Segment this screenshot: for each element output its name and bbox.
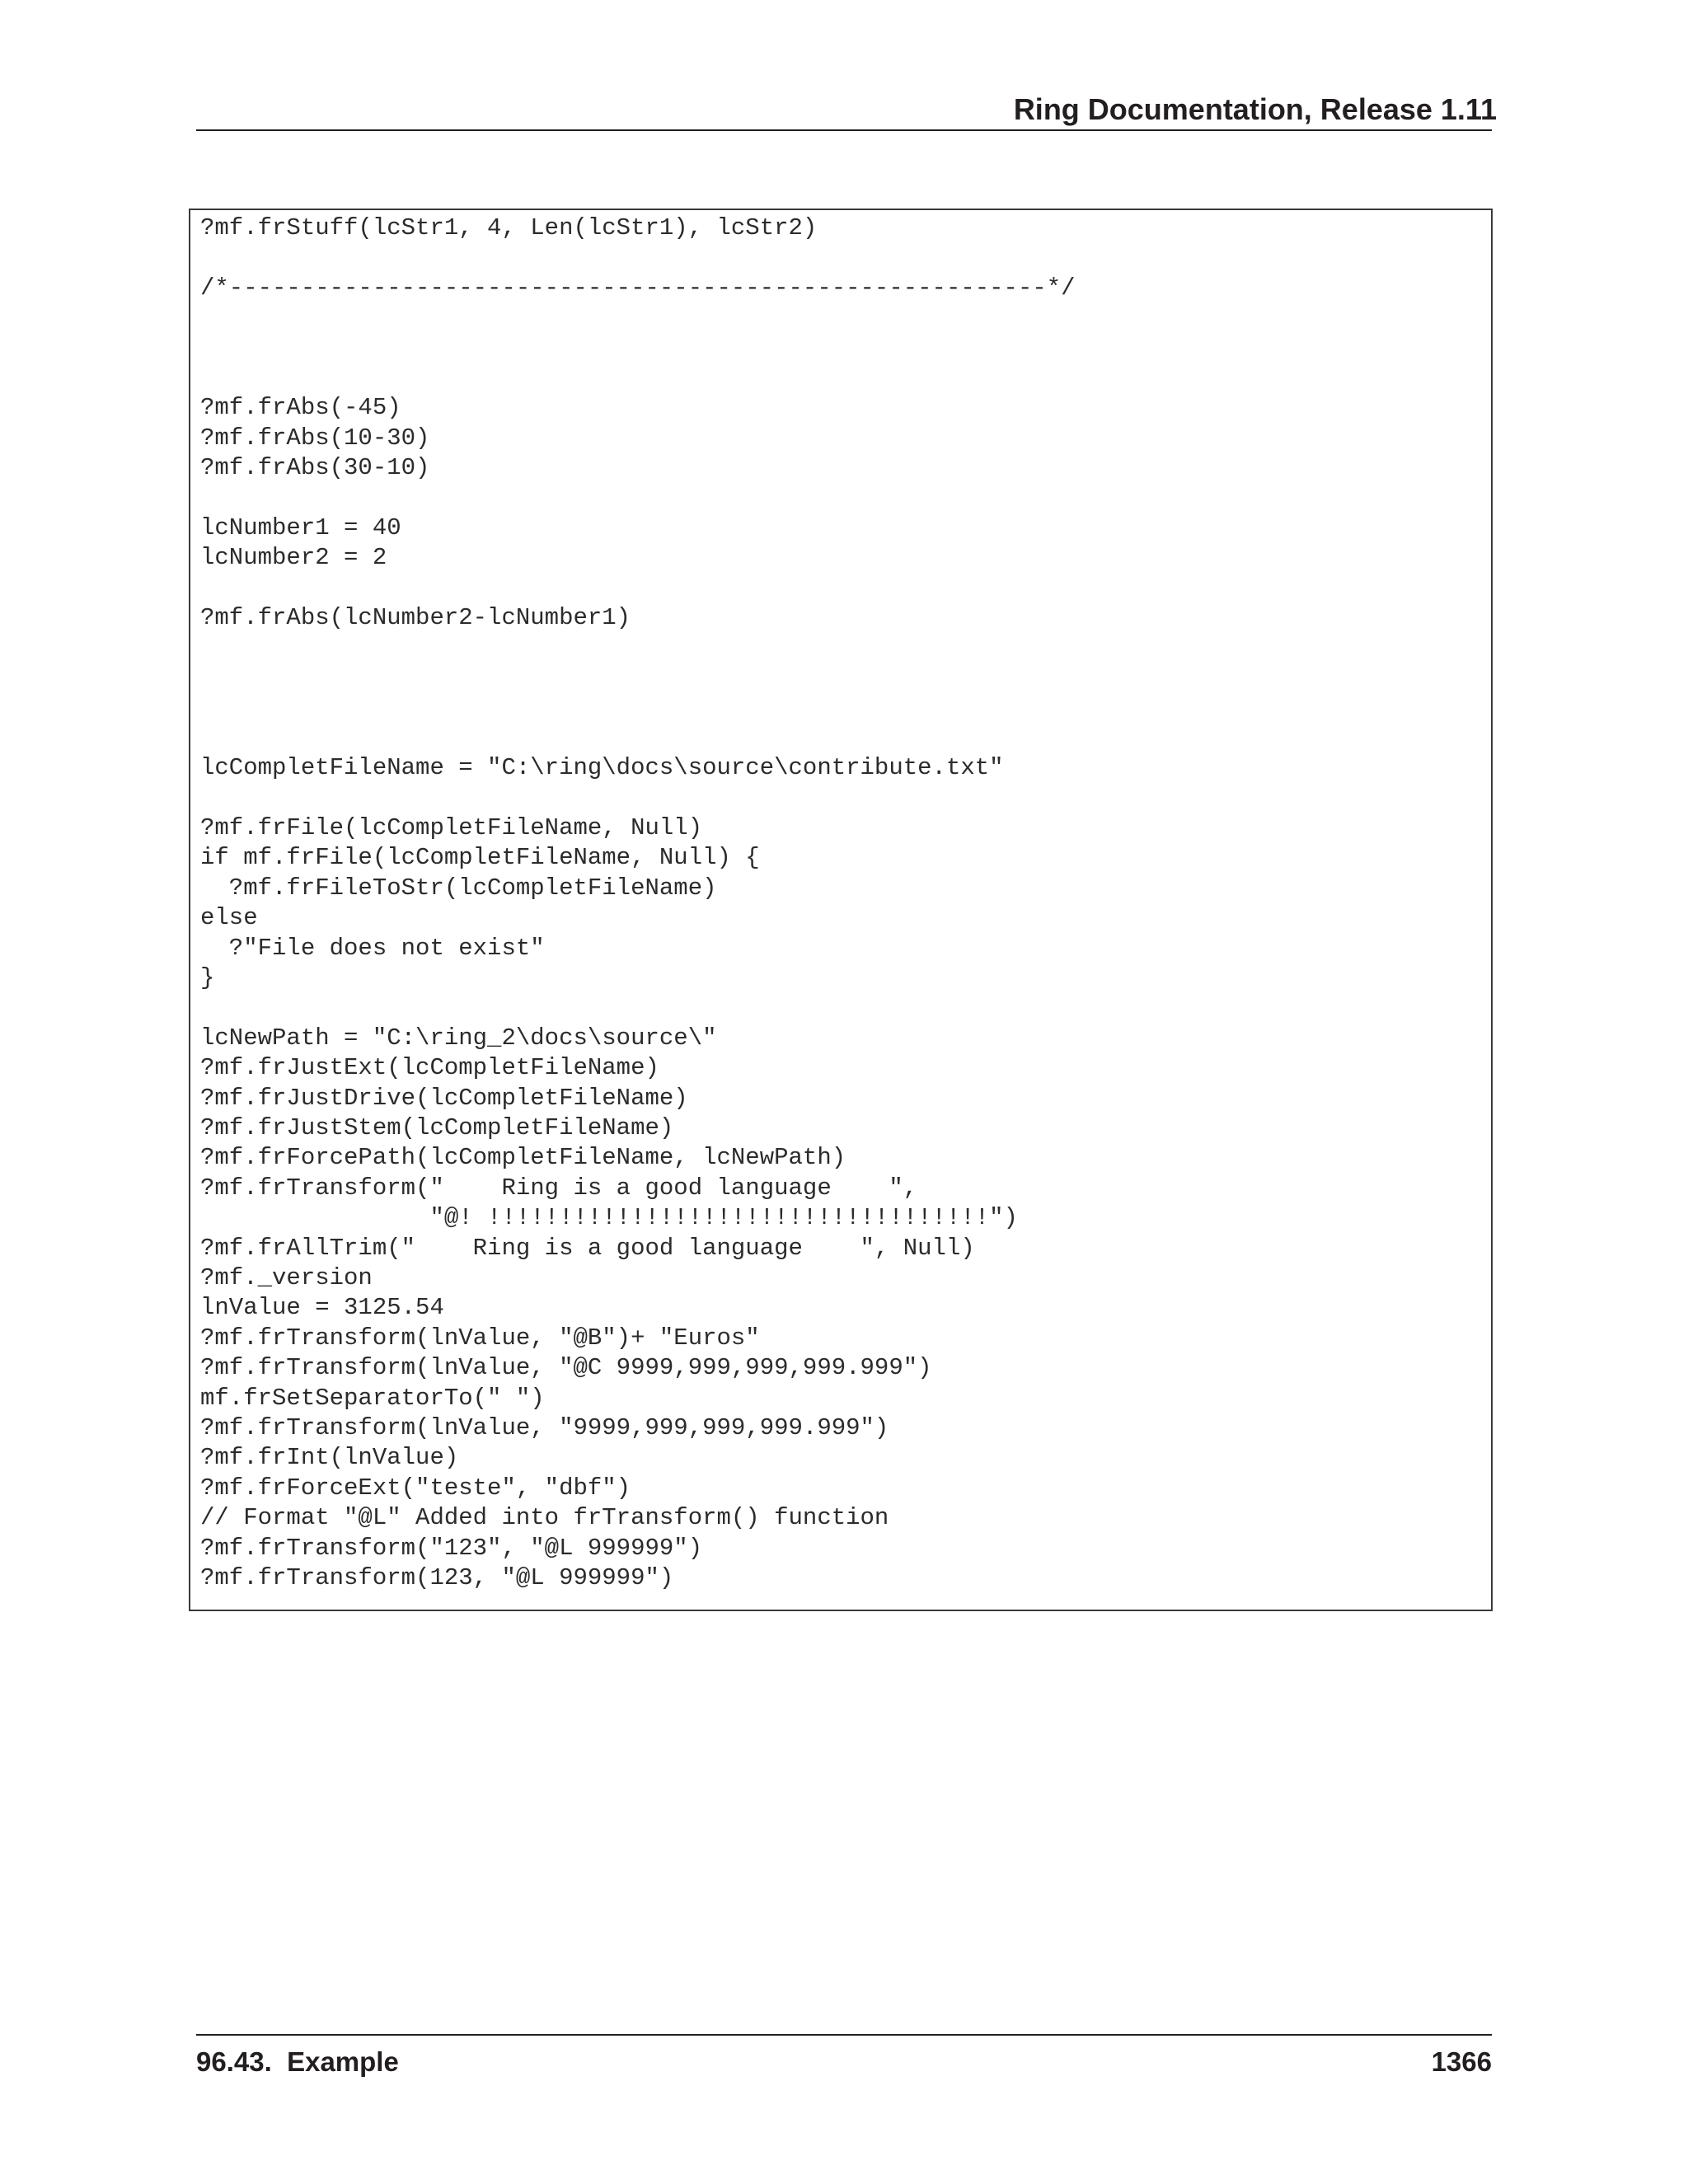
code-line: ?mf.frForcePath(lcCompletFileName, lcNewPath) bbox=[200, 1144, 846, 1172]
code-line: ?mf.frTransform(lnValue, "@C 9999,999,999,999.999") bbox=[200, 1354, 932, 1382]
code-line: ?mf.frStuff(lcStr1, 4, Len(lcStr1), lcStr2) bbox=[200, 214, 818, 241]
code-line: "@! !!!!!!!!!!!!!!!!!!!!!!!!!!!!!!!!!!!") bbox=[200, 1204, 1018, 1232]
code-line: ?mf.frInt(lnValue) bbox=[200, 1444, 459, 1472]
code-line: lcCompletFileName = "C:\ring\docs\source\contribute.txt" bbox=[200, 754, 1004, 782]
code-line: ?mf.frTransform(lnValue, "9999,999,999,999.999") bbox=[200, 1414, 889, 1441]
code-line: ?mf.frJustStem(lcCompletFileName) bbox=[200, 1114, 674, 1141]
code-line: else bbox=[200, 904, 258, 932]
code-line: ?mf.frFileToStr(lcCompletFileName) bbox=[200, 874, 717, 902]
page-number: 1366 bbox=[1431, 2046, 1492, 2077]
code-line: lcNumber2 = 2 bbox=[200, 544, 387, 572]
code-line: lcNewPath = "C:\ring_2\docs\source\" bbox=[200, 1024, 717, 1052]
code-line: ?mf.frAbs(lcNumber2-lcNumber1) bbox=[200, 604, 631, 632]
section-label: 96.43. Example bbox=[196, 2046, 399, 2077]
code-line: ?mf.frTransform("123", "@L 999999") bbox=[200, 1534, 703, 1562]
code-line: } bbox=[200, 964, 215, 991]
footer-divider bbox=[196, 2034, 1492, 2036]
code-line: ?mf.frJustDrive(lcCompletFileName) bbox=[200, 1084, 688, 1112]
code-line: if mf.frFile(lcCompletFileName, Null) { bbox=[200, 844, 760, 872]
code-line: ?mf.frTransform(" Ring is a good language ", bbox=[200, 1174, 918, 1202]
code-line: ?mf.frAbs(-45) bbox=[200, 394, 401, 422]
code-line: ?mf.frAllTrim(" Ring is a good language ", Null) bbox=[200, 1234, 975, 1262]
code-line: ?"File does not exist" bbox=[200, 934, 545, 962]
header-divider bbox=[196, 129, 1492, 131]
code-line: ?mf.frAbs(10-30) bbox=[200, 424, 430, 452]
code-line: ?mf.frTransform(lnValue, "@B")+ "Euros" bbox=[200, 1324, 760, 1352]
code-line: // Format "@L" Added into frTransform() function bbox=[200, 1504, 889, 1532]
code-line: ?mf._version bbox=[200, 1264, 373, 1291]
code-line: mf.frSetSeparatorTo(" ") bbox=[200, 1384, 545, 1412]
code-block bbox=[189, 209, 1493, 1611]
code-line: ?mf.frAbs(30-10) bbox=[200, 454, 430, 482]
code-line: ?mf.frTransform(123, "@L 999999") bbox=[200, 1564, 674, 1591]
code-line: lcNumber1 = 40 bbox=[200, 514, 401, 541]
code-line: lnValue = 3125.54 bbox=[200, 1294, 444, 1322]
code-line: ?mf.frJustExt(lcCompletFileName) bbox=[200, 1054, 659, 1082]
code-line: ?mf.frForceExt("teste", "dbf") bbox=[200, 1474, 631, 1502]
code-line: /*---------------------------------------------------------*/ bbox=[200, 274, 1076, 302]
code-line: ?mf.frFile(lcCompletFileName, Null) bbox=[200, 814, 703, 841]
document-title: Ring Documentation, Release 1.11 bbox=[1013, 92, 1497, 126]
